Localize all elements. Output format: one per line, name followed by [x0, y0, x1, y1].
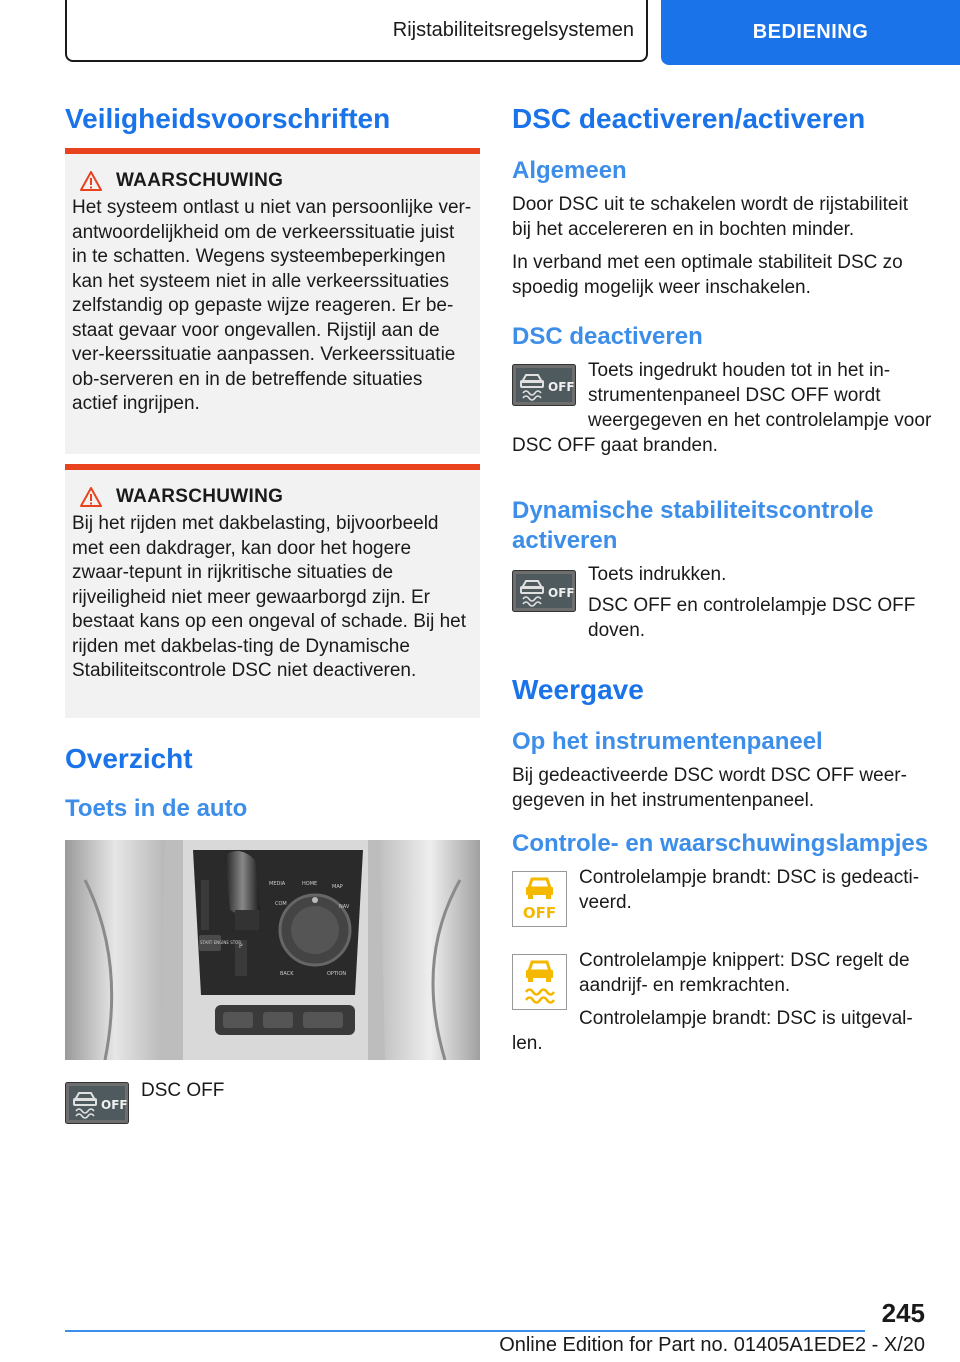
photo-label-start: START ENGINE STOP	[200, 940, 241, 945]
dsc-off-button-icon	[512, 364, 576, 411]
photo-label-com: COM	[275, 901, 287, 907]
instrument-panel-text: Bij gedeactiveerde DSC wordt DSC OFF weer-gegeven in het instrumentenpaneel.	[512, 765, 907, 811]
dsc-off-lamp-label: OFF	[522, 904, 557, 922]
edition-text: Online Edition for Part no. 01405A1EDE2 - X/20	[499, 1334, 925, 1356]
warning-text: Het systeem ontlast u niet van persoonlijke ver-antwoordelijkheid om de verkeerssituatie juist in te schatten. Wegens systeembeperkingen kan het systeem niet in alle verkeerssituaties zelfstandig op gepaste wijze reageren. Er be-staat gevaar voor ongevallen. Rijstijl aan de ver-keerssituatie aanpassen. Verkeerssituatie ob-serveren en in de betreffende situaties actief ingrijpen.	[72, 197, 472, 414]
footer-edition	[0, 1334, 925, 1357]
dsc-off-icon-label: OFF	[548, 380, 575, 394]
instrument-panel-title: Op het instrumentenpaneel	[512, 728, 823, 755]
chapter-tab	[65, 0, 648, 62]
photo-label-nav: NAV	[339, 904, 350, 910]
display-title: Weergave	[512, 674, 644, 705]
warning-box-2	[65, 464, 480, 718]
warning-label: WAARSCHUWING	[116, 170, 284, 191]
warning-triangle-icon	[80, 487, 102, 507]
lamp-row-1	[512, 865, 932, 938]
dsc-off-button-icon	[65, 1082, 129, 1129]
general-title: Algemeen	[512, 157, 627, 184]
lamp-2-text-2: Controlelampje brandt: DSC is uitgeval-len.	[512, 1008, 913, 1054]
overview-title: Overzicht	[65, 743, 193, 774]
deactivate-block	[512, 358, 932, 458]
center-console-illustration	[65, 840, 480, 1060]
photo-label-media: MEDIA	[269, 881, 286, 887]
photo-label-map: MAP	[332, 884, 343, 890]
general-paragraph-2: In verband met een optimale stabiliteit DSC zo spoedig mogelijk weer inschakelen.	[512, 252, 903, 298]
dsc-off-button-icon	[512, 570, 576, 617]
button-in-car-title: Toets in de auto	[65, 795, 248, 822]
photo-label-back: BACK	[280, 971, 294, 977]
dsc-title: DSC deactiveren/activeren	[512, 103, 866, 134]
deactivate-text: Toets ingedrukt houden tot in het in-strumentenpaneel DSC OFF wordt weergegeven en het controlelampje voor DSC OFF gaat branden.	[512, 360, 932, 456]
section-tab	[661, 0, 960, 65]
left-column	[65, 100, 480, 1135]
lamp-row-2	[512, 948, 932, 1056]
warning-box-1	[65, 148, 480, 454]
dsc-off-icon-label: OFF	[548, 586, 575, 600]
center-console-photo	[65, 840, 480, 1060]
footer-rule	[65, 1330, 865, 1332]
activate-text-2: DSC OFF en controlelampje DSC OFF doven.	[588, 595, 916, 641]
photo-label-p: P	[239, 943, 243, 950]
lamps-title: Controle- en waarschuwingslampjes	[512, 830, 929, 857]
dsc-off-icon-label: OFF	[101, 1098, 128, 1112]
activate-title: Dynamische stabiliteitscontrole activeren	[512, 497, 874, 554]
lamp-1-text: Controlelampje brandt: DSC is gedeacti-veerd.	[579, 867, 920, 913]
button-caption: DSC OFF	[141, 1080, 225, 1101]
safety-title: Veiligheidsvoorschriften	[65, 103, 391, 134]
dsc-off-lamp-icon	[512, 871, 567, 932]
button-caption-row	[65, 1078, 480, 1135]
warning-text: Bij het rijden met dakbelasting, bijvoorbeeld met een dakdrager, kan door het hogere zwaar-tepunt in rijkritische situaties de rijveiligheid niet meer gewaarborgd zijn. Er bestaat kans op een ongeval of schade. Bij het rijden met dakbelas-ting de Dynamische Stabiliteitscontrole DSC niet deactiveren.	[72, 513, 466, 681]
lamp-2-text-1: Controlelampje knippert: DSC regelt de aandrijf- en remkrachten.	[579, 950, 910, 996]
section-title: BEDIENING	[752, 21, 869, 43]
activate-block	[512, 562, 932, 643]
chapter-title: Rijstabiliteitsregelsystemen	[392, 18, 634, 41]
activate-text-1: Toets indrukken.	[588, 564, 727, 585]
photo-label-home: HOME	[302, 881, 318, 887]
warning-triangle-icon	[80, 171, 102, 191]
general-paragraph-1: Door DSC uit te schakelen wordt de rijstabiliteit bij het accelereren en in bochten minder.	[512, 194, 909, 240]
warning-header	[72, 170, 472, 192]
deactivate-title: DSC deactiveren	[512, 323, 703, 350]
warning-header	[72, 486, 472, 508]
dsc-lamp-icon	[512, 954, 567, 1015]
page-number: 245	[881, 1298, 925, 1328]
warning-label: WAARSCHUWING	[116, 486, 284, 507]
right-column	[512, 100, 932, 1056]
photo-label-option: OPTION	[327, 971, 347, 977]
